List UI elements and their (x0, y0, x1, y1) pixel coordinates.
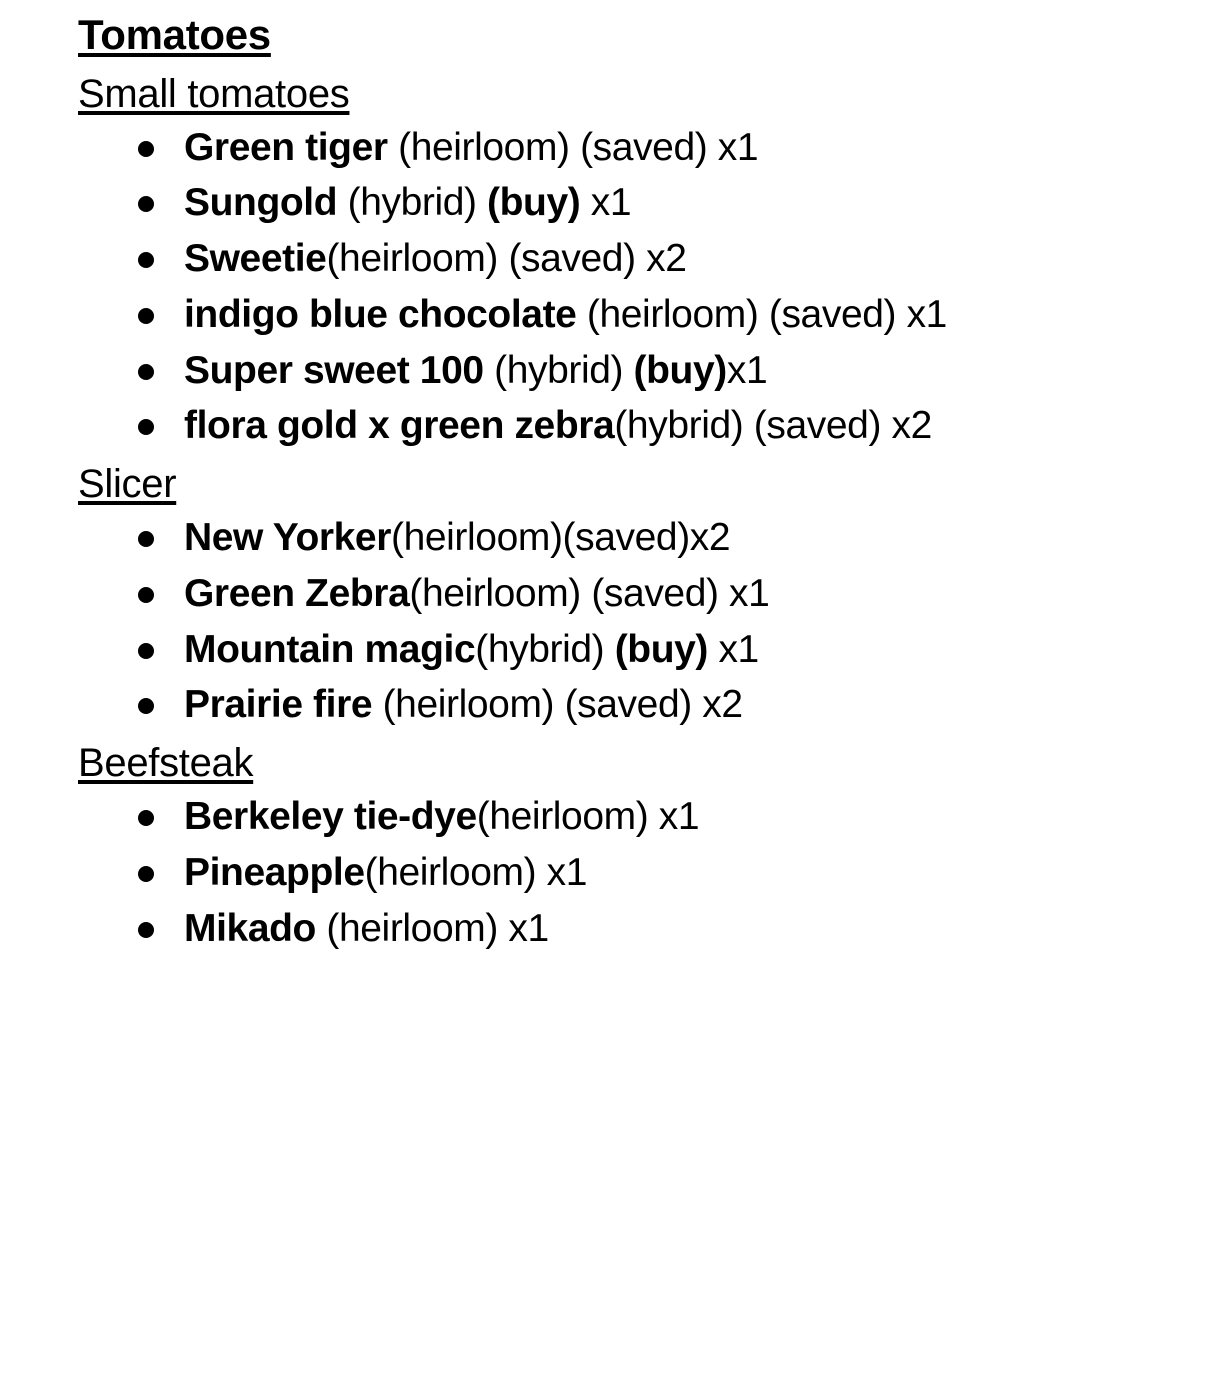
variety-type: (heirloom) (586, 292, 769, 336)
bullet-icon (138, 643, 154, 659)
variety-source: (buy) (633, 348, 727, 392)
variety-source: (saved) (562, 516, 690, 560)
list-item (126, 343, 1166, 399)
variety-list (78, 120, 1166, 455)
variety-type: (heirloom) (409, 571, 592, 615)
variety-type: (hybrid) (347, 181, 488, 225)
list-item (126, 789, 1166, 845)
variety-type: (heirloom) (364, 850, 547, 894)
list-item (126, 622, 1166, 678)
list-item (126, 677, 1166, 733)
variety-source: (saved) (508, 237, 647, 281)
list-item (126, 901, 1166, 957)
list-item (126, 398, 1166, 454)
variety-type: (heirloom) (391, 516, 563, 560)
variety-type: (heirloom) (326, 906, 509, 950)
variety-type: (hybrid) (475, 627, 615, 671)
variety-quantity: x1 (726, 348, 768, 392)
bullet-icon (138, 141, 154, 157)
variety-quantity: x1 (717, 125, 759, 169)
section-1 (78, 64, 1166, 120)
document-title-wrap (78, 10, 1166, 64)
variety-type: (heirloom) (476, 795, 659, 839)
variety-type: (heirloom) (382, 683, 565, 727)
section-heading: Small tomatoes (78, 71, 350, 116)
variety-name: Prairie fire (184, 683, 383, 727)
section-heading: Slicer (78, 462, 177, 507)
variety-type: (heirloom) (398, 125, 581, 169)
bullet-icon (138, 531, 154, 547)
bullet-icon (138, 866, 154, 882)
variety-name: Mikado (184, 906, 327, 950)
variety-source: (saved) (753, 404, 892, 448)
variety-name: Mountain magic (184, 627, 476, 671)
list-item (126, 287, 1166, 343)
variety-list (78, 789, 1166, 956)
variety-quantity: x2 (891, 404, 932, 448)
variety-name: Sungold (184, 181, 348, 225)
variety-source: (saved) (564, 683, 703, 727)
variety-name: Berkeley tie-dye (184, 795, 477, 839)
variety-name: Green tiger (184, 125, 399, 169)
variety-quantity: x1 (718, 627, 759, 671)
page-title: Tomatoes (78, 11, 271, 58)
variety-quantity: x1 (906, 292, 947, 336)
variety-quantity: x1 (590, 181, 632, 225)
variety-name: Green Zebra (184, 571, 410, 615)
bullet-icon (138, 922, 154, 938)
variety-source: (buy) (614, 627, 719, 671)
section-2 (78, 454, 1166, 510)
bullet-icon (138, 810, 154, 826)
variety-name: Super sweet 100 (184, 348, 495, 392)
bullet-icon (138, 698, 154, 714)
bullet-icon (138, 587, 154, 603)
list-item (126, 566, 1166, 622)
variety-quantity: x2 (646, 237, 687, 281)
variety-name: New Yorker (184, 516, 391, 560)
variety-source: (buy) (487, 181, 591, 225)
list-item (126, 175, 1166, 231)
list-item (126, 231, 1166, 287)
variety-quantity: x1 (729, 571, 770, 615)
variety-name: Sweetie (184, 237, 327, 281)
bullet-icon (138, 419, 154, 435)
variety-list (78, 510, 1166, 733)
list-item (126, 120, 1166, 176)
variety-quantity: x1 (508, 906, 549, 950)
variety-name: Pineapple (184, 850, 365, 894)
variety-quantity: x1 (658, 795, 700, 839)
variety-name: indigo blue chocolate (184, 292, 587, 336)
variety-quantity: x2 (689, 516, 731, 560)
variety-type: (hybrid) (614, 404, 754, 448)
section-3 (78, 733, 1166, 789)
section-heading: Beefsteak (78, 741, 254, 786)
variety-quantity: x1 (546, 850, 587, 894)
bullet-icon (138, 364, 154, 380)
variety-quantity: x2 (702, 683, 743, 727)
variety-type: (heirloom) (326, 237, 509, 281)
list-item (126, 510, 1166, 566)
sections-container (78, 64, 1166, 957)
variety-source: (saved) (768, 292, 907, 336)
variety-source: (saved) (580, 125, 718, 169)
bullet-icon (138, 308, 154, 324)
bullet-icon (138, 196, 154, 212)
list-item (126, 845, 1166, 901)
variety-name: flora gold x green zebra (184, 404, 615, 448)
variety-type: (hybrid) (494, 348, 634, 392)
bullet-icon (138, 252, 154, 268)
variety-source: (saved) (591, 571, 730, 615)
